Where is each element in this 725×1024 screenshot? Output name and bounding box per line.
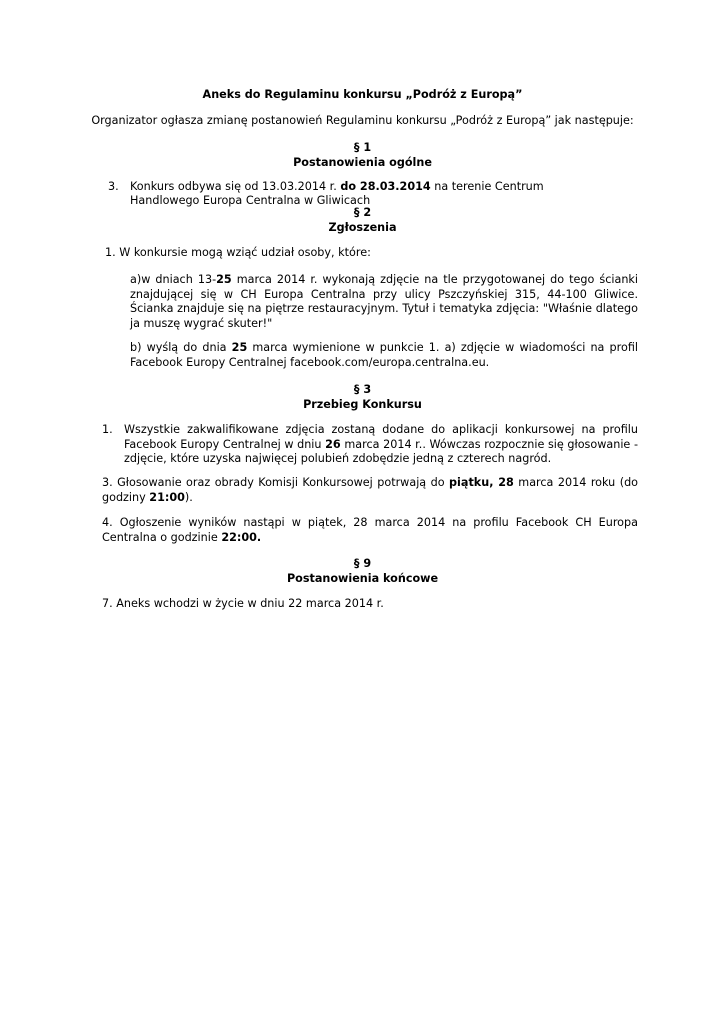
section-2-heading: Zgłoszenia bbox=[328, 221, 397, 234]
section-3-item-1-number: 1. bbox=[102, 423, 113, 436]
section-1-item-3-number: 3. bbox=[108, 180, 119, 193]
section-3-heading: Przebieg Konkursu bbox=[303, 398, 422, 411]
section-3-header bbox=[0, 382, 725, 412]
section-1-symbol: § 1 bbox=[353, 141, 372, 154]
section-3-item-3: 3. Głosowanie oraz obrady Komisji Konkursowej potrwają do piątku, 28 marca 2014 roku (do godziny 21:00). bbox=[102, 476, 639, 504]
section-2-symbol: § 2 bbox=[353, 206, 372, 219]
section-1-item-3: Konkurs odbywa się od 13.03.2014 r. do 28.03.2014 na terenie Centrum Handlowego Europa Centralna w Gliwicach bbox=[130, 180, 544, 207]
section-2-item-1a: a)w dniach 13-25 marca 2014 r. wykonają zdjęcie na tle przygotowanej do tego ścianki znajdującej się w CH Europa Centralna przy ulicy Pszczyńskiej 315, 44-100 Gliwice. Ścianka znajduje się na piętrze restauracyjnym. Tytuł i tematyka zdjęcia: "Właśnie dlatego ja muszę wygrać skuter!" bbox=[130, 273, 639, 330]
section-2-item-1b: b) wyślą do dnia 25 marca wymienione w punkcie 1. a) zdjęcie w wiadomości na profil Facebook Europy Centralnej facebook.com/europa.centralna.eu. bbox=[130, 341, 639, 369]
section-3-symbol: § 3 bbox=[353, 383, 372, 396]
section-1-heading: Postanowienia ogólne bbox=[293, 156, 432, 169]
section-9-item-7: 7. Aneks wchodzi w życie w dniu 22 marca 2014 r. bbox=[102, 597, 384, 610]
document-title: Aneks do Regulaminu konkursu „Podróż z Europą” bbox=[202, 88, 523, 101]
intro-paragraph: Organizator ogłasza zmianę postanowień Regulaminu konkursu „Podróż z Europą” jak następuje: bbox=[91, 114, 634, 127]
section-1-header bbox=[0, 140, 725, 170]
section-3-item-4: 4. Ogłoszenie wyników nastąpi w piątek, 28 marca 2014 na profilu Facebook CH Europa Centralna o godzinie 22:00. bbox=[102, 516, 638, 544]
section-9-symbol: § 9 bbox=[353, 557, 372, 570]
section-2-item-1: 1. W konkursie mogą wziąć udział osoby, które: bbox=[105, 246, 371, 259]
section-3-item-1: Wszystkie zakwalifikowane zdjęcia zostaną dodane do aplikacji konkursowej na profilu Facebook Europy Centralnej w dniu 26 marca 2014 r.. Wówczas rozpocznie się głosowanie - zdjęcie, które uzyska najwięcej polubień zdobędzie jedną z czterech nagród. bbox=[124, 423, 638, 465]
section-9-header bbox=[0, 556, 725, 586]
section-9-heading: Postanowienia końcowe bbox=[286, 572, 439, 585]
section-2-header bbox=[0, 205, 725, 235]
